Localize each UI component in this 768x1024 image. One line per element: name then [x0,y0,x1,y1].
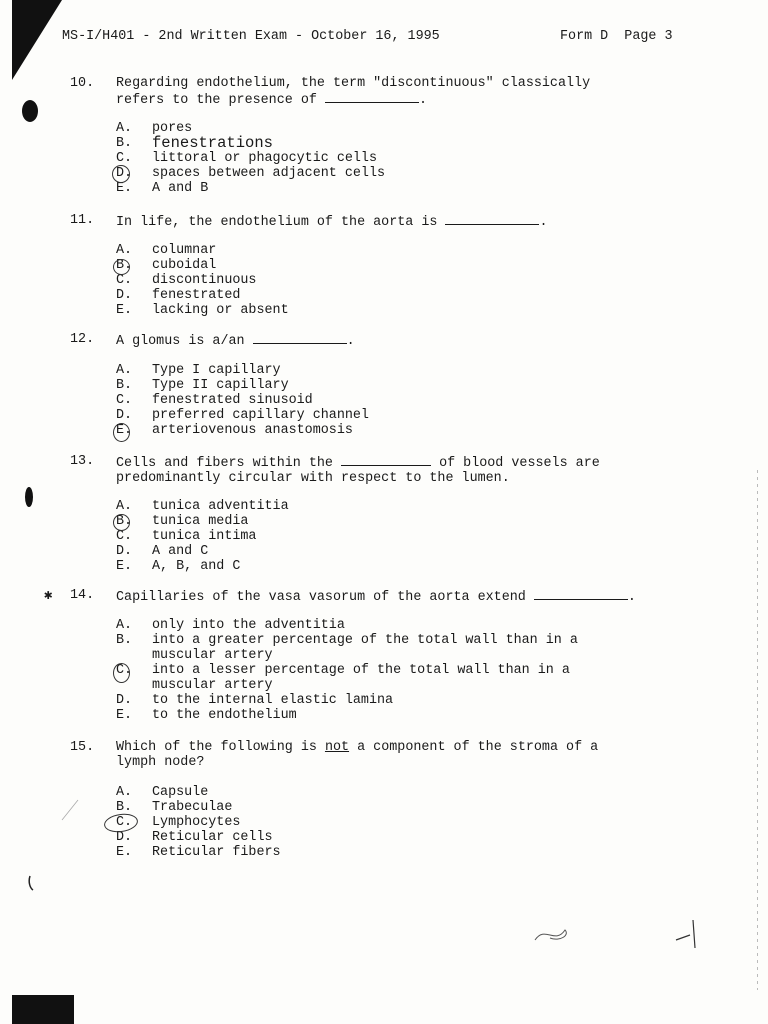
exam-page: MS-I/H401 - 2nd Written Exam - October 16, 1995 Form D Page 3 10. Regarding endothelium, the term "discontinuous" classically refers to the presence of . A. pores B. fenestrations C. littoral or phagocytic cells D. spaces between adjacent cells E. A and B 11. In life, the endothelium of the aorta is . A. columnar B. cuboidal C. discontinuous D. fenestrated E. lacking or absent 12. A glomus is a/an . A. Type I capillary B. Type II capillary C. fenestrated sinusoid D. preferred capillary channel E. arteriovenous anastomosis 13. Cells and fibers within the of blood vessels are predominantly circular with respect to the lumen. A. tunica adventitia B. tunica media C. tunica intima D. A and C E. A, B, and C ✱ 14. Capillaries of the vasa vasorum of the aorta extend . A. only into the adventitia B. into a greater percentage of the total wall than in a muscular artery C. into a lesser percentage of the total wall than in a muscular artery D. to the internal elastic lamina E. to the endothelium 15. Which of the following is not a component of the stroma of a lymph node? A. Capsule B. Trabeculae C. Lymphocytes D. Reticular cells E. Reticular fibers [0,0,768,1024]
question-stem: Cells and fibers within the of blood vessels are predominantly circular with respect to the lumen. [116,456,600,486]
question-number: 11. [70,213,95,228]
star-mark-icon: ✱ [44,588,53,604]
faint-pencil-stroke [62,800,78,820]
question-stem: Which of the following is not a component of the stroma of a lymph node? [116,740,599,770]
question-number: 13. [70,454,95,469]
question-number: 12. [70,332,95,347]
margin-tick-mark [676,920,695,948]
question-number: 10. [70,76,95,91]
question-number: 14. [70,588,95,603]
margin-mark [29,876,33,890]
initials-scribble [535,930,566,940]
question-stem: Regarding endothelium, the term "discontinuous" classically refers to the presence of . [116,76,591,108]
question-stem: A glomus is a/an . [116,334,355,349]
exam-title: MS-I/H401 - 2nd Written Exam - October 16, 1995 [62,29,440,44]
question-stem: In life, the endothelium of the aorta is . [116,215,548,230]
question-stem: Capillaries of the vasa vasorum of the aorta extend . [116,590,636,605]
form-page-label: Form D Page 3 [560,29,673,44]
question-number: 15. [70,740,95,755]
